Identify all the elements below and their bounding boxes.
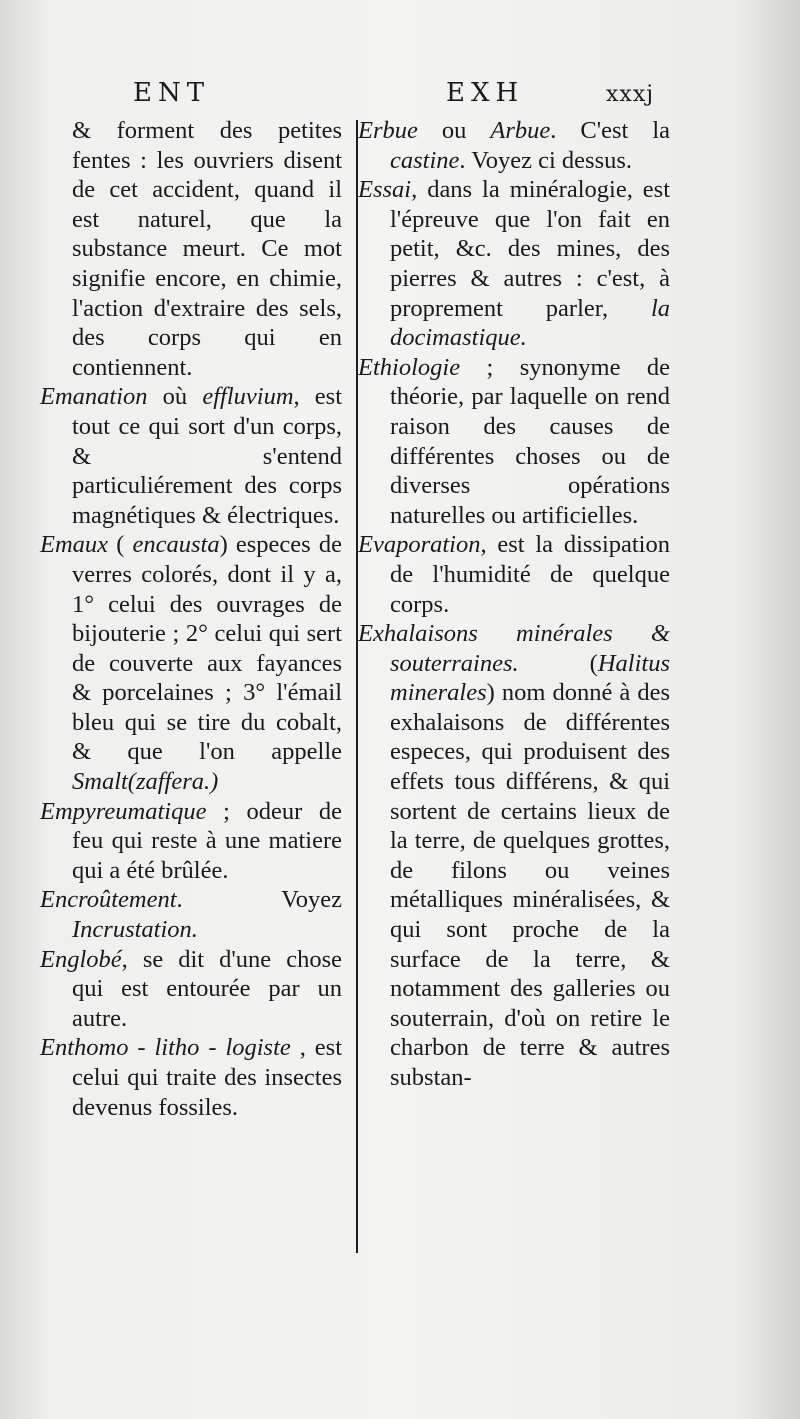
entry-italic-term: Incrustation. (72, 916, 198, 944)
entry-text: ) especes de verres colorés, dont il y a, 1° celui des ouvrages de bijouterie ; 2° celui qui sert de couverte aux fayances & porcelaines ; 3° l'émail bleu qui se tire du cobalt, & que l'on appelle (72, 531, 342, 766)
entry-separator: ( (108, 531, 133, 559)
header-left-guideword: ENT (133, 78, 211, 108)
entry-headword: Emanation (40, 383, 148, 411)
entry-italic-term: Smalt(zaffera.) (72, 768, 219, 796)
entry-italic-term: Halitus minerales (390, 649, 670, 707)
entry-separator: ( (518, 649, 598, 677)
entry-headword: Englobé (40, 945, 122, 973)
entry-separator: ou (417, 117, 491, 144)
entry-headword: Enthomo - litho - logiste (40, 1034, 291, 1062)
entry-text: odeur de feu qui reste à une matiere qui a été brûlée. (72, 797, 342, 884)
entry-text: synonyme de théorie, par laquelle on rend raison des causes de différentes choses ou de diverses opérations naturelles ou artificielles. (390, 353, 670, 529)
entry-text: . Voyez ci dessus. (459, 146, 633, 174)
entry-headword: Evaporation (358, 531, 481, 559)
entry-separator: ; (460, 353, 520, 381)
entry-italic-term: castine (390, 146, 460, 174)
entry-headword: Emaux (40, 531, 109, 559)
dictionary-entry (358, 530, 670, 619)
entry-text: & forment des petites fentes : les ouvriers disent de cet accident, quand il est naturel, que la substance meurt. Ce mot signifie encore, en chimie, l'action d'extraire des sels, des corps qui en contiennent. (72, 117, 342, 381)
entry-text: dans la minéralogie, est l'épreuve que l'on fait en petit, &c. des mines, des pierres & autres : c'est, à proprement parler, (390, 176, 670, 322)
dictionary-entry (40, 945, 342, 1034)
right-column (358, 116, 670, 1093)
entry-text: , est tout ce qui sort d'un corps, & s'entend particuliérement des corps magnétiques & électriques. (72, 383, 343, 529)
dictionary-entry (358, 116, 670, 175)
entry-separator: , (290, 1034, 315, 1062)
entry-separator: , (480, 531, 498, 559)
dictionary-entry (40, 797, 342, 886)
entry-text: se dit d'une chose qui est entourée par un autre. (72, 945, 342, 1032)
entry-italic-term: effluvium (202, 383, 294, 411)
dictionary-entry (40, 530, 342, 796)
entry-italic-term: encausta (132, 531, 220, 559)
entry-headword: Ethiologie (358, 353, 461, 381)
running-header (0, 78, 800, 118)
entry-italic-term: Arbue (490, 117, 551, 144)
dictionary-entry (40, 116, 342, 382)
dictionary-entry (358, 175, 670, 353)
entry-headword: Exhalaisons minérales & souterraines. (358, 620, 670, 677)
entry-separator: , (411, 176, 428, 204)
entry-italic-term: la docimastique. (390, 294, 670, 352)
dictionary-entry (358, 353, 670, 531)
entry-headword: Essai (358, 176, 412, 204)
entry-text: est celui qui traite des insectes devenus fossiles. (72, 1034, 342, 1121)
entry-separator: , (121, 945, 143, 973)
entry-separator: ; (206, 797, 247, 825)
entry-text: Voyez (281, 886, 342, 914)
dictionary-entry (40, 382, 342, 530)
dictionary-entry (40, 1033, 342, 1122)
page-number: xxxj (606, 82, 655, 107)
entry-headword: Erbue (358, 117, 418, 144)
entry-headword: Encroûtement (40, 886, 177, 914)
header-right-guideword: EXH (446, 78, 525, 108)
left-column (40, 116, 342, 1122)
entry-separator: . (176, 886, 282, 914)
entry-separator: où (147, 383, 203, 411)
entry-text: est la dissipation de l'humidité de quelque corps. (390, 531, 670, 618)
entry-text: ) nom donné à des exhalaisons de différentes especes, qui produisent des effets tous différens, & qui sortent de certains lieux de la terre, de quelques grottes, de filons ou veines métalliques minéralisées, & qui sont proche de la surface de la terre, & notamment des galleries ou souterrain, d'où on retire le charbon de terre & autres substan- (390, 679, 670, 1091)
entry-text: . C'est la (550, 117, 670, 144)
entry-headword: Empyreumatique (40, 797, 207, 825)
dictionary-entry (40, 885, 342, 944)
dictionary-entry (358, 619, 670, 1093)
